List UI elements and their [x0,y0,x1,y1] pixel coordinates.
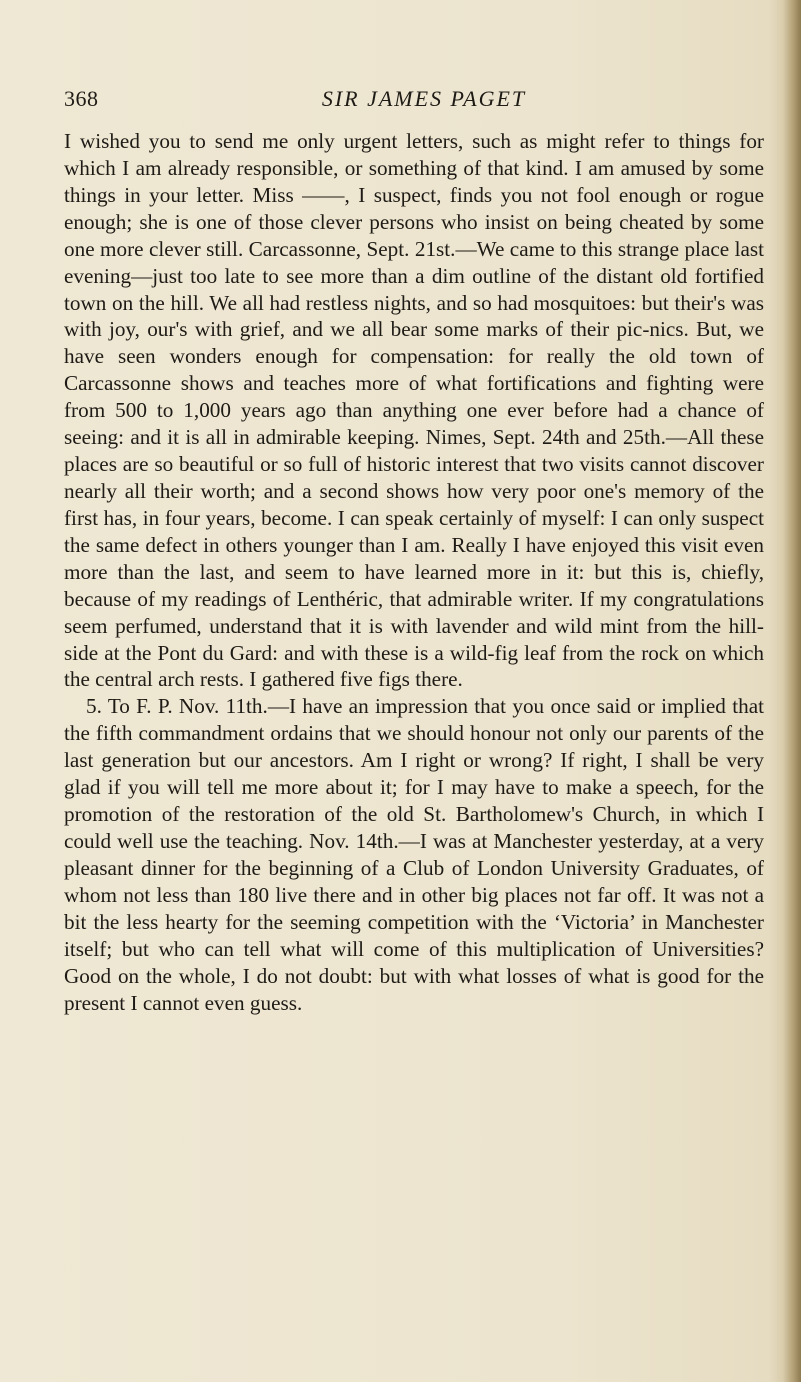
page-number: 368 [64,86,99,111]
paragraph-letter-continuation: I wished you to send me only urgent letters, such as might refer to things for which I am already responsible, or something of that kind. I am amused by some things in your letter. Miss ——, I suspect, finds you not fool enough or rogue enough; she is one of those clever persons who insist on being cheated by some one more clever still. Carcassonne, Sept. 21st.—We came to this strange place last evening—just too late to see more than a dim outline of the distant old fortified town on the hill. We all had restless nights, and so had mosquitoes: but their's was with joy, our's with grief, and we all bear some marks of their pic-nics. But, we have seen wonders enough for compensation: for really the old town of Carcassonne shows and teaches more of what fortifications and fighting were from 500 to 1,000 years ago than anything one ever before had a chance of seeing: and it is all in admirable keeping. Nimes, Sept. 24th and 25th.—All these places are so beautiful or so full of historic interest that two visits cannot discover nearly all their worth; and a second shows how very poor one's memory of the first has, in four years, become. I can speak certainly of myself: I can only suspect the same defect in others younger than I am. Really I have enjoyed this visit even more than the last, and seem to have learned more in it: but this is, chiefly, because of my readings of Lenthéric, that admirable writer. If my congratulations seem perfumed, understand that it is with lavender and wild mint from the hill-side at the Pont du Gard: and with these is a wild-fig leaf from the rock on which the central arch rests. I gathered five figs there. [64,129,764,692]
running-head: SIR JAMES PAGET [321,86,527,111]
body-text [64,128,764,1016]
page-header [64,86,764,118]
page-edge-shadow [783,0,801,1382]
paragraph-letter-5: 5. To F. P. Nov. 11th.—I have an impression that you once said or implied that the fifth commandment ordains that we should honour not only our parents of the last generation but our ancestors. Am I right or wrong? If right, I shall be very glad if you will tell me more about it; for I may have to make a speech, for the promotion of the restoration of the old St. Bartholomew's Church, in which I could well use the teaching. Nov. 14th.—I was at Manchester yesterday, at a very pleasant dinner for the beginning of a Club of London University Graduates, of whom not less than 180 live there and in other big places not far off. It was not a bit the less hearty for the seeming competition with the ‘Victoria’ in Manchester itself; but who can tell what will come of this multiplication of Universities? Good on the whole, I do not doubt: but with what losses of what is good for the present I cannot even guess. [64,694,764,1015]
